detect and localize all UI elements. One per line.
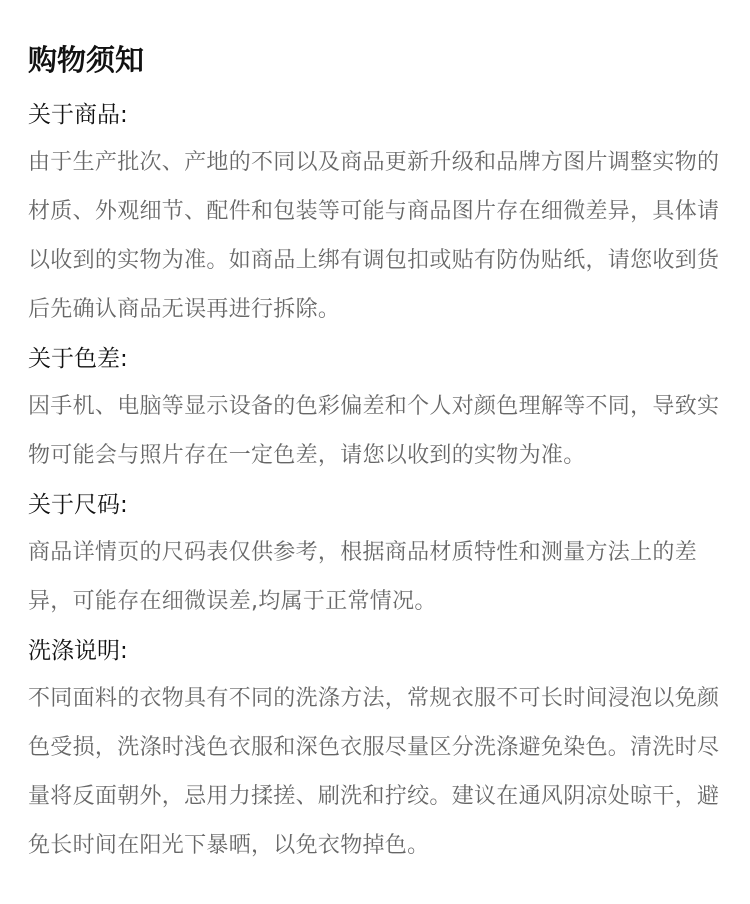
section-body: 商品详情页的尺码表仅供参考，根据商品材质特性和测量方法上的差异，可能存在细微误差,均属于正常情况。 [28,540,698,614]
section-color-difference [28,342,724,480]
section-washing [28,634,724,870]
section-body: 不同面料的衣物具有不同的洗涤方法，常规衣服不可长时间浸泡以免颜色受损，洗涤时浅色衣服和深色衣服尽量区分洗涤避免染色。清洗时尽量将反面朝外，忌用力揉搓、刷洗和拧绞。建议在通风阴凉处晾干，避免长时间在阳光下暴晒，以免衣物掉色。 [28,686,720,858]
section-product [28,98,724,334]
section-heading: 关于色差: [28,346,128,372]
section-body: 由于生产批次、产地的不同以及商品更新升级和品牌方图片调整实物的材质、外观细节、配件和包装等可能与商品图片存在细微差异，具体请以收到的实物为准。如商品上绑有调包扣或贴有防伪贴纸，请您收到货后先确认商品无误再进行拆除。 [28,150,720,322]
section-body: 因手机、电脑等显示设备的色彩偏差和个人对颜色理解等不同，导致实物可能会与照片存在一定色差，请您以收到的实物为准。 [28,394,720,468]
section-heading: 洗涤说明: [28,638,128,664]
section-heading: 关于商品: [28,102,128,128]
section-heading: 关于尺码: [28,492,128,518]
page-title: 购物须知 [28,43,145,77]
section-size [28,488,724,626]
